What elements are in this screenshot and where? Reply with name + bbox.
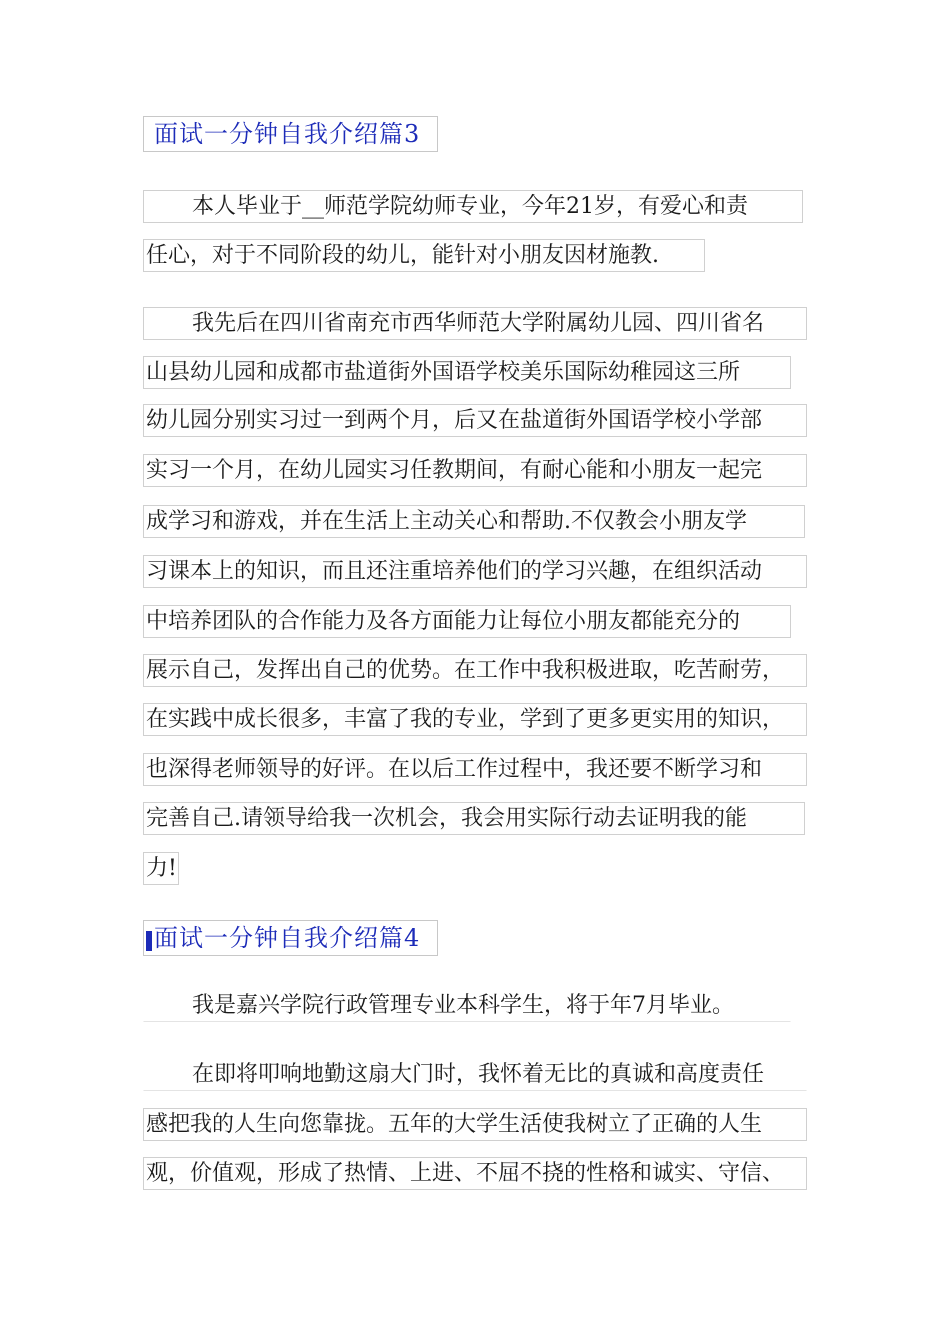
section-3-para-2-line-7: 中培养团队的合作能力及各方面能力让每位小朋友都能充分的 xyxy=(143,605,791,638)
section-3-para-1-line-2: 任心，对于不同阶段的幼儿，能针对小朋友因材施教. xyxy=(143,239,705,272)
section-3-para-2-line-5: 成学习和游戏，并在生活上主动关心和帮助.不仅教会小朋友学 xyxy=(143,505,805,538)
section-3-para-2-line-11: 完善自己.请领导给我一次机会，我会用实际行动去证明我的能 xyxy=(143,802,805,835)
section-3-heading-text: 面试一分钟自我介绍篇3 xyxy=(154,120,421,148)
section-3-para-2-line-1: 我先后在四川省南充市西华师范大学附属幼儿园、四川省名 xyxy=(143,307,807,340)
section-4-para-1-line-1: 我是嘉兴学院行政管理专业本科学生，将于年7月毕业。 xyxy=(143,989,791,1022)
section-3-para-2-line-8: 展示自己，发挥出自己的优势。在工作中我积极进取，吃苦耐劳， xyxy=(143,654,807,687)
section-3-para-2-line-2: 山县幼儿园和成都市盐道街外国语学校美乐国际幼稚园这三所 xyxy=(143,356,791,389)
section-4-para-2-line-3: 观，价值观，形成了热情、上进、不屈不挠的性格和诚实、守信、 xyxy=(143,1157,807,1190)
section-4-para-2-line-1: 在即将叩响地勤这扇大门时，我怀着无比的真诚和高度责任 xyxy=(143,1058,807,1091)
section-3-para-2-line-9: 在实践中成长很多，丰富了我的专业，学到了更多更实用的知识， xyxy=(143,703,807,736)
section-3-para-2-line-3: 幼儿园分别实习过一到两个月，后又在盐道街外国语学校小学部 xyxy=(143,404,807,437)
section-4-heading-text: 面试一分钟自我介绍篇4 xyxy=(154,924,421,952)
section-3-para-2-line-10: 也深得老师领导的好评。在以后工作过程中，我还要不断学习和 xyxy=(143,753,807,786)
section-4-heading xyxy=(143,920,438,956)
section-3-para-2-line-4: 实习一个月，在幼儿园实习任教期间，有耐心能和小朋友一起完 xyxy=(143,454,807,487)
section-4-para-2-line-2: 感把我的人生向您靠拢。五年的大学生活使我树立了正确的人生 xyxy=(143,1108,807,1141)
section-3-para-2-line-6: 习课本上的知识，而且还注重培养他们的学习兴趣，在组织活动 xyxy=(143,555,807,588)
section-3-heading xyxy=(143,116,438,152)
heading-marker xyxy=(146,931,152,951)
section-3-para-2-line-12: 力! xyxy=(143,852,179,885)
section-3-para-1-line-1: 本人毕业于__师范学院幼师专业，今年21岁，有爱心和责 xyxy=(143,190,803,223)
